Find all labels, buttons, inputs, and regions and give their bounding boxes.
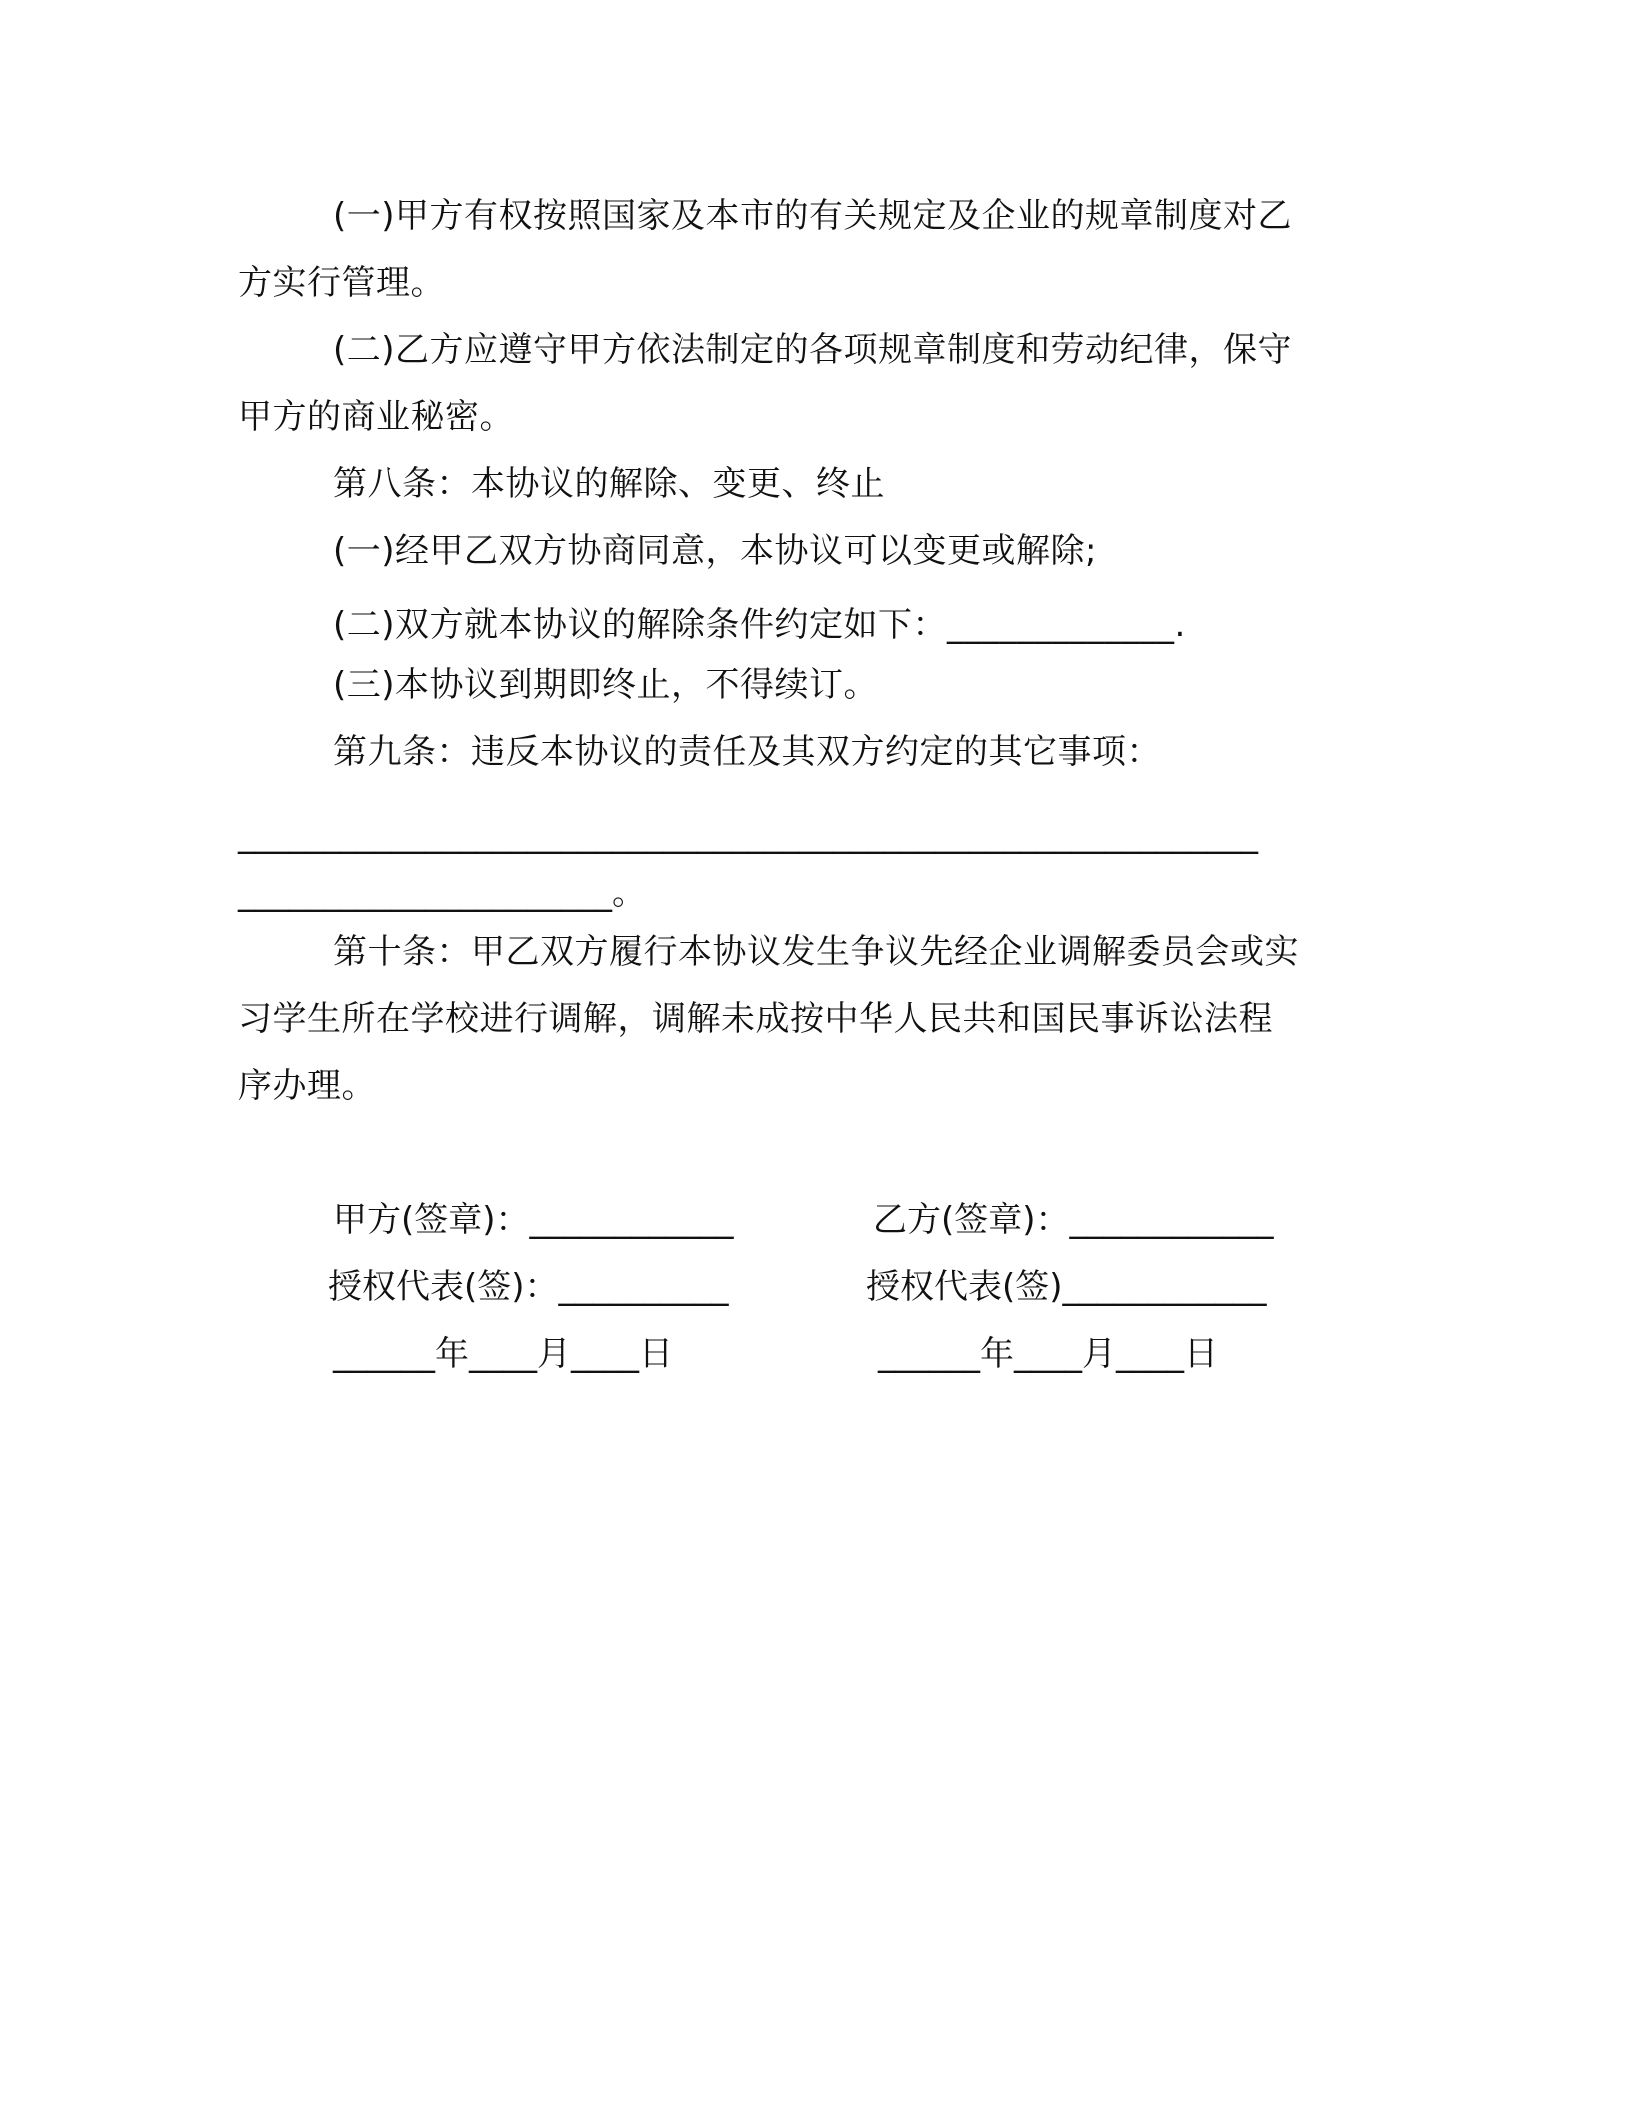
clause-7-1-line-1: (一)甲方有权按照国家及本市的有关规定及企业的规章制度对乙 [333, 196, 1293, 236]
clause-8-item-1: (一)经甲乙双方协商同意，本协议可以变更或解除; [333, 531, 1097, 571]
party-b-date-field: ______年____月____日 [878, 1334, 1218, 1374]
party-b-representative-field: 授权代表(签)____________ [866, 1267, 1267, 1307]
clause-8-title: 第八条：本协议的解除、变更、终止 [333, 464, 885, 504]
clause-9-blank-line-2: ______________________。 [238, 873, 646, 913]
party-a-representative-field: 授权代表(签)：__________ [328, 1267, 729, 1307]
clause-10-line-3: 序办理。 [238, 1066, 376, 1106]
clause-7-1-line-2: 方实行管理。 [238, 263, 445, 303]
clause-7-2-line-2: 甲方的商业秘密。 [238, 397, 514, 437]
clause-7-2-line-1: (二)乙方应遵守甲方依法制定的各项规章制度和劳动纪律，保守 [333, 330, 1293, 370]
clause-9-title: 第九条：违反本协议的责任及其双方约定的其它事项： [333, 732, 1161, 772]
clause-8-item-2: (二)双方就本协议的解除条件约定如下：_____________. [333, 605, 1186, 645]
party-b-seal-field: 乙方(签章)：____________ [873, 1200, 1274, 1240]
party-a-date-field: ______年____月____日 [333, 1334, 673, 1374]
clause-10-line-1: 第十条：甲乙双方履行本协议发生争议先经企业调解委员会或实 [333, 932, 1299, 972]
clause-9-blank-line-1: ____________________________________________________________ [238, 815, 1258, 855]
clause-10-line-2: 习学生所在学校进行调解，调解未成按中华人民共和国民事诉讼法程 [238, 999, 1273, 1039]
party-a-seal-field: 甲方(签章)：____________ [333, 1200, 734, 1240]
clause-8-item-3: (三)本协议到期即终止，不得续订。 [333, 665, 879, 705]
